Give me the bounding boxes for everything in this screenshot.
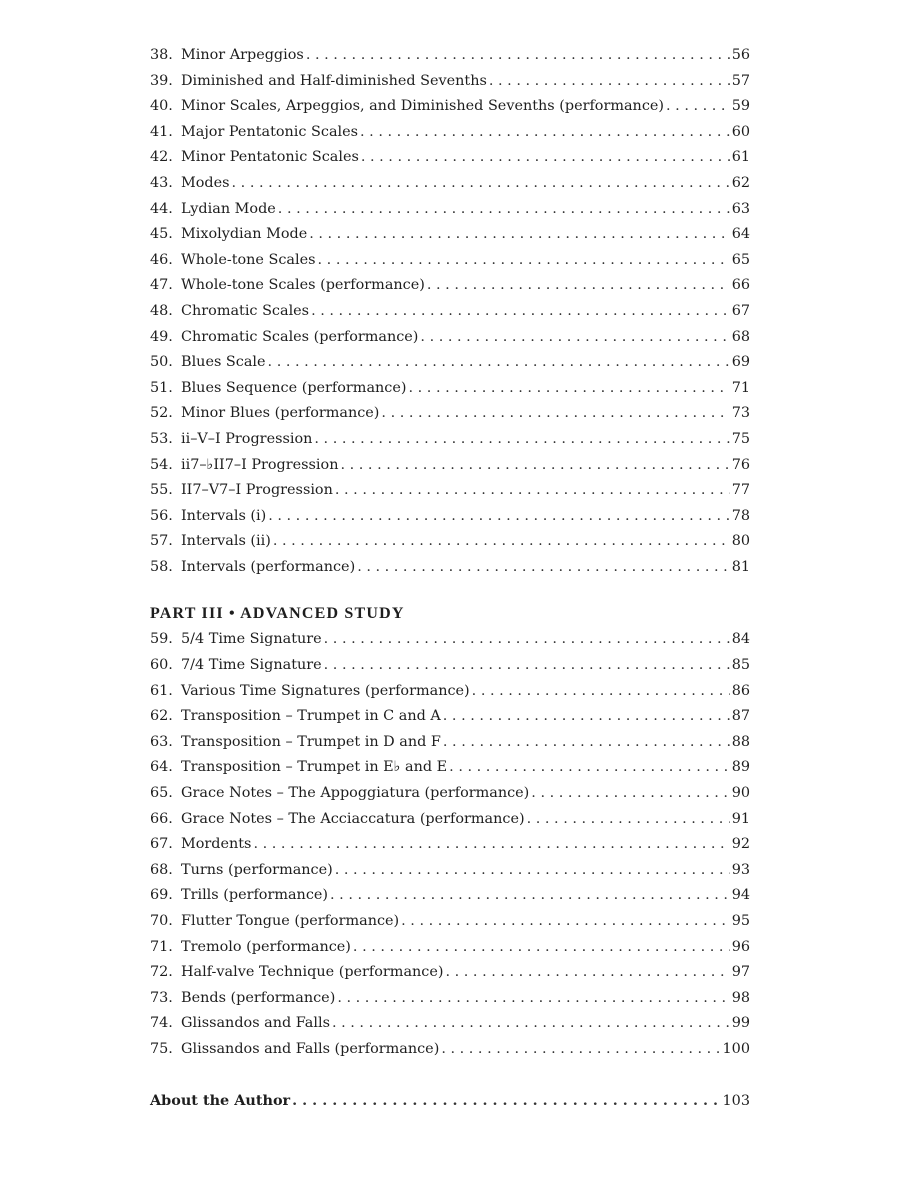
entry-number: 44.	[150, 200, 173, 217]
entry-title: Intervals (performance)	[181, 558, 356, 575]
part-3-entries	[150, 627, 750, 1062]
entry-page: 59	[731, 98, 750, 115]
entry-title: Whole-tone Scales (performance)	[181, 277, 425, 294]
entry-number: 60.	[150, 657, 173, 674]
dot-leader	[311, 299, 730, 325]
table-of-contents	[150, 43, 750, 1113]
dot-leader	[292, 1088, 720, 1114]
toc-entry[interactable]	[150, 248, 750, 274]
dot-leader	[340, 453, 729, 479]
entry-number: 39.	[150, 72, 173, 89]
entry-page: 89	[731, 759, 750, 776]
dot-leader	[401, 909, 730, 935]
entry-number: 71.	[150, 938, 173, 955]
toc-entry[interactable]	[150, 94, 750, 120]
entry-page: 63	[731, 200, 750, 217]
entry-page: 94	[731, 887, 750, 904]
dot-leader	[253, 832, 729, 858]
entry-number: 45.	[150, 226, 173, 243]
entry-number: 59.	[150, 631, 173, 648]
dot-leader	[337, 986, 729, 1012]
entry-number: 50.	[150, 354, 173, 371]
dot-leader	[306, 43, 730, 69]
entry-number: 41.	[150, 123, 173, 140]
entry-title: Modes	[181, 174, 230, 191]
entry-page: 56	[731, 47, 750, 63]
dot-leader	[441, 1037, 720, 1063]
dot-leader	[527, 807, 730, 833]
entry-page: 96	[731, 938, 750, 955]
entry-page: 73	[731, 405, 750, 422]
entry-number: 53.	[150, 430, 173, 447]
dot-leader	[314, 427, 729, 453]
entry-number: 69.	[150, 887, 173, 904]
entry-title: Chromatic Scales	[181, 302, 310, 319]
entry-page: 61	[731, 149, 750, 166]
toc-entry[interactable]	[150, 653, 750, 679]
entry-title: Mordents	[181, 836, 252, 853]
dot-leader	[427, 273, 730, 299]
about-author-entry[interactable]	[150, 1088, 750, 1114]
entry-number: 42.	[150, 149, 173, 166]
entry-title: 7/4 Time Signature	[181, 657, 322, 674]
toc-entry[interactable]	[150, 120, 750, 146]
toc-entry[interactable]	[150, 679, 750, 705]
toc-entry[interactable]	[150, 222, 750, 248]
entry-page: 57	[731, 72, 750, 89]
toc-entry[interactable]	[150, 350, 750, 376]
toc-entry[interactable]	[150, 781, 750, 807]
toc-entry[interactable]	[150, 299, 750, 325]
dot-leader	[381, 401, 729, 427]
dot-leader	[268, 504, 729, 530]
toc-entry[interactable]	[150, 69, 750, 95]
dot-leader	[278, 197, 730, 223]
entry-title: Whole-tone Scales	[181, 251, 316, 268]
entry-number: 43.	[150, 174, 173, 191]
toc-entry[interactable]	[150, 529, 750, 555]
toc-entry[interactable]	[150, 325, 750, 351]
entry-title: Minor Scales, Arpeggios, and Diminished Sevenths (performance)	[181, 98, 665, 115]
dot-leader	[449, 755, 730, 781]
entry-page: 62	[731, 174, 750, 191]
entry-number: 63.	[150, 733, 173, 750]
dot-leader	[330, 883, 730, 909]
entry-page: 64	[731, 226, 750, 243]
dot-leader	[666, 94, 730, 120]
entry-title: Diminished and Half-diminished Sevenths	[181, 72, 487, 89]
toc-entry[interactable]	[150, 197, 750, 223]
entry-page: 100	[722, 1040, 750, 1057]
toc-entry[interactable]	[150, 883, 750, 909]
part-2-entries	[150, 43, 750, 580]
entry-title: Minor Arpeggios	[181, 47, 304, 63]
entry-page: 65	[731, 251, 750, 268]
entry-title: Glissandos and Falls	[181, 1015, 330, 1032]
entry-page: 67	[731, 302, 750, 319]
entry-number: 48.	[150, 302, 173, 319]
entry-page: 86	[731, 682, 750, 699]
entry-title: 5/4 Time Signature	[181, 631, 322, 648]
entry-title: Transposition – Trumpet in E♭ and E	[181, 759, 448, 776]
entry-number: 72.	[150, 964, 173, 981]
dot-leader	[335, 858, 730, 884]
entry-page: 77	[731, 482, 750, 499]
entry-page: 81	[731, 558, 750, 575]
entry-number: 58.	[150, 558, 173, 575]
dot-leader	[472, 679, 730, 705]
dot-leader	[335, 478, 730, 504]
entry-number: 75.	[150, 1040, 173, 1057]
entry-title: Intervals (i)	[181, 507, 267, 524]
entry-number: 54.	[150, 456, 173, 473]
dot-leader	[445, 960, 729, 986]
entry-page: 76	[731, 456, 750, 473]
entry-title: Transposition – Trumpet in D and F	[181, 733, 441, 750]
entry-page: 87	[731, 708, 750, 725]
toc-entry[interactable]	[150, 730, 750, 756]
entry-page: 97	[731, 964, 750, 981]
toc-entry[interactable]	[150, 1037, 750, 1063]
entry-page: 69	[731, 354, 750, 371]
entry-page: 84	[731, 631, 750, 648]
dot-leader	[357, 555, 730, 581]
dot-leader	[443, 730, 730, 756]
entry-number: 73.	[150, 989, 173, 1006]
toc-entry[interactable]	[150, 755, 750, 781]
dot-leader	[409, 376, 730, 402]
entry-number: 74.	[150, 1015, 173, 1032]
entry-title: Grace Notes – The Acciaccatura (performance)	[181, 810, 525, 827]
dot-leader	[324, 653, 730, 679]
dot-leader	[361, 145, 730, 171]
toc-entry[interactable]	[150, 43, 750, 69]
dot-leader	[309, 222, 729, 248]
entry-title: Lydian Mode	[181, 200, 276, 217]
toc-entry[interactable]	[150, 807, 750, 833]
entry-title: Intervals (ii)	[181, 533, 271, 550]
dot-leader	[332, 1011, 730, 1037]
dot-leader	[273, 529, 730, 555]
entry-title: Glissandos and Falls (performance)	[181, 1040, 440, 1057]
dot-leader	[324, 627, 730, 653]
entry-title: Turns (performance)	[181, 861, 333, 878]
toc-entry[interactable]	[150, 376, 750, 402]
entry-title: ii7–♭II7–I Progression	[181, 456, 339, 473]
entry-number: 52.	[150, 405, 173, 422]
entry-title: Half-valve Technique (performance)	[181, 964, 444, 981]
dot-leader	[489, 69, 730, 95]
entry-page: 92	[731, 836, 750, 853]
entry-page: 95	[731, 913, 750, 929]
entry-number: 47.	[150, 277, 173, 294]
toc-entry[interactable]	[150, 401, 750, 427]
entry-number: 65.	[150, 785, 173, 802]
dot-leader	[531, 781, 729, 807]
dot-leader	[232, 171, 730, 197]
entry-page: 80	[731, 533, 750, 550]
entry-number: 57.	[150, 533, 173, 550]
entry-number: 62.	[150, 708, 173, 725]
dot-leader	[420, 325, 729, 351]
entry-page: 98	[731, 989, 750, 1006]
toc-entry[interactable]	[150, 273, 750, 299]
entry-page: 93	[731, 861, 750, 878]
entry-page: 85	[731, 657, 750, 674]
entry-number: 64.	[150, 759, 173, 776]
entry-page: 90	[731, 785, 750, 802]
dot-leader	[268, 350, 730, 376]
entry-page: 99	[731, 1015, 750, 1032]
toc-entry[interactable]	[150, 453, 750, 479]
entry-title: Minor Blues (performance)	[181, 405, 380, 422]
part-3-heading: PART III • ADVANCED STUDY	[150, 605, 405, 623]
entry-number: 68.	[150, 861, 173, 878]
entry-number: 61.	[150, 682, 173, 699]
toc-entry[interactable]	[150, 1011, 750, 1037]
entry-page: 91	[731, 810, 750, 827]
toc-entry[interactable]	[150, 145, 750, 171]
toc-entry[interactable]	[150, 171, 750, 197]
entry-title: Transposition – Trumpet in C and A	[181, 708, 441, 725]
entry-page: 103	[722, 1092, 750, 1109]
entry-page: 66	[731, 277, 750, 294]
entry-page: 71	[731, 379, 750, 396]
dot-leader	[443, 704, 730, 730]
entry-title: Flutter Tongue (performance)	[181, 913, 400, 929]
toc-entry[interactable]	[150, 704, 750, 730]
entry-title: Blues Sequence (performance)	[181, 379, 407, 396]
entry-title: Grace Notes – The Appoggiatura (performance)	[181, 785, 530, 802]
toc-entry[interactable]	[150, 427, 750, 453]
toc-entry[interactable]	[150, 986, 750, 1012]
entry-number: 46.	[150, 251, 173, 268]
entry-number: 66.	[150, 810, 173, 827]
entry-page: 88	[731, 733, 750, 750]
entry-title: About the Author	[150, 1091, 291, 1109]
entry-page: 60	[731, 123, 750, 140]
dot-leader	[360, 120, 730, 146]
entry-page: 68	[731, 328, 750, 345]
toc-entry[interactable]	[150, 555, 750, 581]
entry-title: II7–V7–I Progression	[181, 482, 333, 499]
toc-entry[interactable]	[150, 478, 750, 504]
entry-title: Major Pentatonic Scales	[181, 123, 359, 140]
entry-title: Minor Pentatonic Scales	[181, 149, 359, 166]
entry-title: Blues Scale	[181, 354, 266, 371]
dot-leader	[353, 935, 730, 961]
toc-entry[interactable]	[150, 935, 750, 961]
entry-number: 51.	[150, 379, 173, 396]
entry-title: Bends (performance)	[181, 989, 336, 1006]
dot-leader	[318, 248, 730, 274]
entry-number: 49.	[150, 328, 173, 345]
entry-number: 55.	[150, 482, 173, 499]
toc-entry[interactable]	[150, 627, 750, 653]
entry-title: ii–V–I Progression	[181, 430, 313, 447]
entry-page: 78	[731, 507, 750, 524]
toc-entry[interactable]	[150, 504, 750, 530]
entry-number: 67.	[150, 836, 173, 853]
entry-number: 40.	[150, 98, 173, 115]
entry-title: Various Time Signatures (performance)	[181, 682, 470, 699]
toc-entry[interactable]	[150, 832, 750, 858]
entry-number: 38.	[150, 47, 173, 63]
toc-entry[interactable]	[150, 960, 750, 986]
entry-number: 56.	[150, 507, 173, 524]
entry-title: Chromatic Scales (performance)	[181, 328, 419, 345]
entry-title: Mixolydian Mode	[181, 226, 308, 243]
entry-title: Trills (performance)	[181, 887, 329, 904]
entry-title: Tremolo (performance)	[181, 938, 351, 955]
entry-number: 70.	[150, 913, 173, 929]
toc-entry[interactable]	[150, 909, 750, 935]
entry-page: 75	[731, 430, 750, 447]
toc-entry[interactable]	[150, 858, 750, 884]
